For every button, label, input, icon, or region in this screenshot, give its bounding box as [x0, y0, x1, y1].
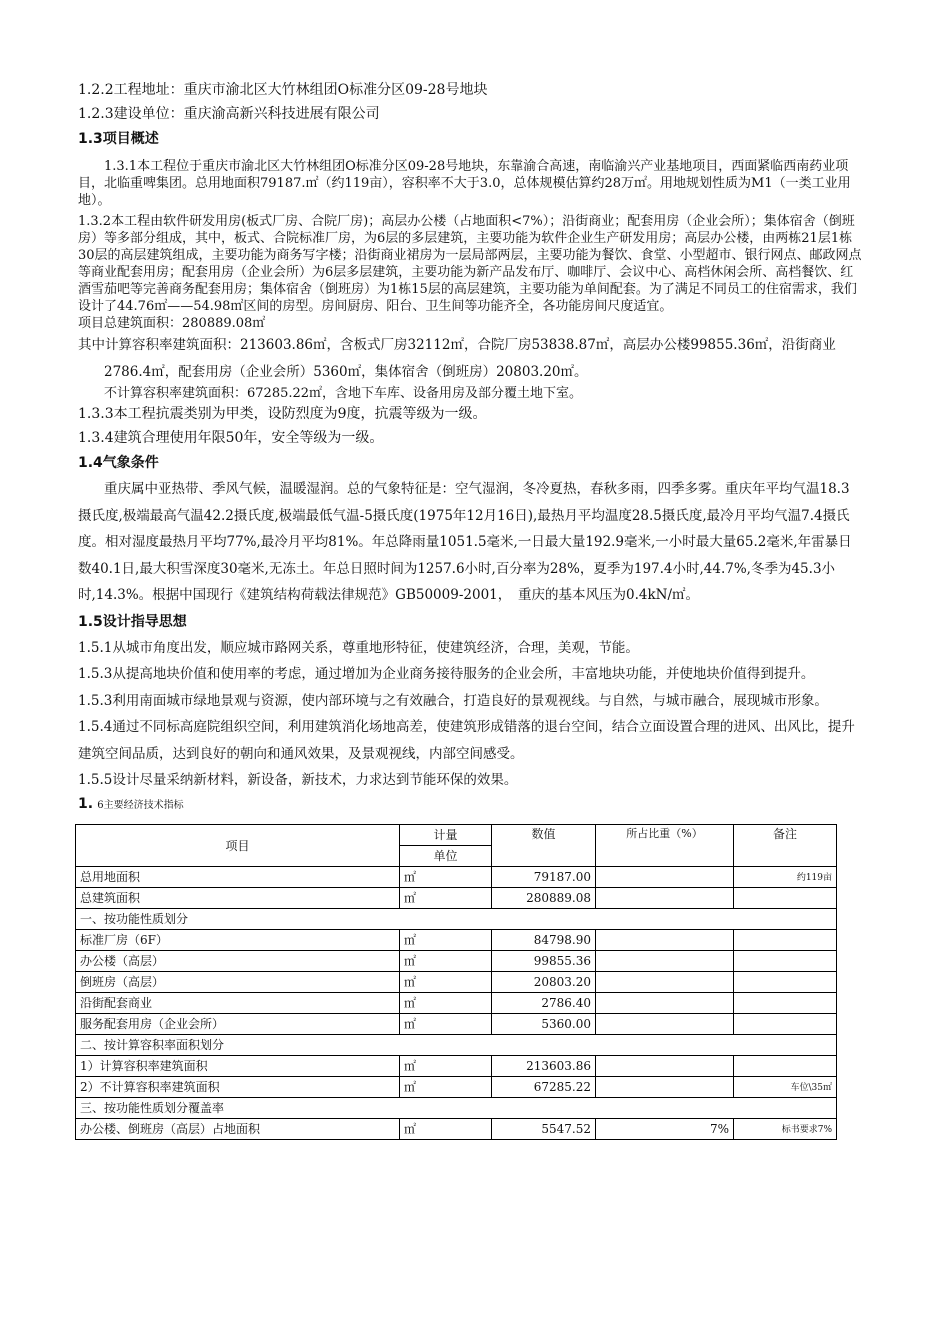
cell-ratio — [596, 971, 734, 992]
design-point-2: 1.5.3从提高地块价值和使用率的考虑，通过增加为企业商务接待服务的企业会所，丰富地块功能，并使地块价值得到提升。 — [78, 666, 815, 682]
section-label: 二、按计算容积率面积划分 — [76, 1034, 837, 1055]
economic-indicator-table — [75, 824, 837, 1140]
cell-unit: ㎡ — [400, 1055, 492, 1076]
cell-unit: ㎡ — [400, 992, 492, 1013]
section-heading-1-3: 1.3项目概述 — [78, 131, 159, 147]
paragraph-1-3-2: 1.3.2本工程由软件研发用房(板式厂房、合院厂房)；高层办公楼（占地面积<7%）；沿街商业；配套用房（企业会所）；集体宿舍（倒班房）等多部分组成，其中，板式、合院标准厂房，为6层的多层建筑，主要功能为软件企业生产研发用房；高层办公楼，由两栋21层1栋30层的高层建筑组成，主要功能为商务写字楼；沿街商业裙房为一层局部两层，主要功能为餐饮、食堂、小型超市、银行网点、邮政网点等商业配套用房；配套用房（企业会所）为6层多层建筑，主要功能为新产品发布厅、咖啡厅、会议中心、高档休闲会所、高档餐饮、红酒雪茄吧等完善商务配套用房；集体宿舍（倒班房）为1栋15层的高层建筑，主要功能为单间配套。为了满足不同员工的住宿需求，我们设计了44.76㎡——54.98㎡区间的房型。房间厨房、阳台、卫生间等功能齐全，各功能房间尺度适宜。 — [78, 214, 862, 314]
cell-note — [734, 1013, 837, 1034]
service-life-line: 1.3.4建筑合理使用年限50年，安全等级为一级。 — [78, 430, 384, 446]
total-area-line: 项目总建筑面积：280889.08㎡ — [78, 316, 266, 331]
far-area-line: 其中计算容积率建筑面积：213603.86㎡，含板式厂房32112㎡，合院厂房53838.87㎡，高层办公楼99855.36㎡，沿街商业2786.4㎡，配套用房（企业会所）5360㎡，集体宿舍（倒班房）20803.20㎡。 — [78, 337, 836, 380]
cell-unit: ㎡ — [400, 1118, 492, 1139]
header-ratio: 所占比重（%） — [596, 824, 734, 866]
cell-ratio — [596, 1076, 734, 1097]
cell-ratio — [596, 950, 734, 971]
cell-item: 办公楼、倒班房（高层）占地面积 — [76, 1118, 400, 1139]
cell-unit: ㎡ — [400, 866, 492, 887]
design-point-1: 1.5.1从城市角度出发，顺应城市路网关系，尊重地形特征，使建筑经济，合理，美观，节能。 — [78, 639, 639, 656]
cell-item: 2）不计算容积率建筑面积 — [76, 1076, 400, 1097]
cell-note — [734, 1055, 837, 1076]
cell-item: 标准厂房（6F） — [76, 929, 400, 950]
table-title — [78, 794, 862, 816]
cell-ratio — [596, 866, 734, 887]
table-header-row — [76, 824, 837, 845]
cell-unit: ㎡ — [400, 929, 492, 950]
cell-note: 车位\35㎡ — [734, 1076, 837, 1097]
section-label: 一、按功能性质划分 — [76, 908, 837, 929]
table-row — [76, 950, 837, 971]
cell-value: 67285.22 — [492, 1076, 596, 1097]
cell-item: 总建筑面积 — [76, 887, 400, 908]
document-page — [78, 78, 862, 1140]
design-point-3: 1.5.3利用南面城市绿地景观与资源，使内部环境与之有效融合，打造良好的景观视线。与自然，与城市融合，展现城市形象。 — [78, 692, 828, 709]
table-row — [76, 992, 837, 1013]
table-section-row — [76, 1034, 837, 1055]
cell-item: 服务配套用房（企业会所） — [76, 1013, 400, 1034]
cell-item: 1）计算容积率建筑面积 — [76, 1055, 400, 1076]
cell-unit: ㎡ — [400, 1076, 492, 1097]
header-unit-2: 单位 — [400, 845, 492, 866]
design-point-4: 1.5.4通过不同标高庭院组织空间，利用建筑消化场地高差，使建筑形成错落的退台空间，结合立面设置合理的进风、出风比，提升建筑空间品质，达到良好的朝向和通风效果，及景观视线，内部空间感受。 — [78, 719, 855, 762]
cell-ratio — [596, 887, 734, 908]
paragraph-1-3-1: 1.3.1本工程位于重庆市渝北区大竹林组团O标准分区09-28号地块，东靠渝合高速，南临渝兴产业基地项目，西面紧临西南药业项目，北临重啤集团。总用地面积79187.㎡（约119亩），容积率不大于3.0，总体规模估算约28万㎡。用地规划性质为M1（一类工业用地）。 — [78, 159, 851, 208]
cell-note: 约119亩 — [734, 866, 837, 887]
cell-unit: ㎡ — [400, 971, 492, 992]
cell-item: 沿街配套商业 — [76, 992, 400, 1013]
cell-unit: ㎡ — [400, 950, 492, 971]
table-section-row — [76, 1097, 837, 1118]
cell-value: 213603.86 — [492, 1055, 596, 1076]
cell-value: 84798.90 — [492, 929, 596, 950]
cell-note — [734, 929, 837, 950]
seismic-line: 1.3.3本工程抗震类别为甲类，设防烈度为9度，抗震等级为一级。 — [78, 406, 487, 422]
cell-ratio — [596, 992, 734, 1013]
cell-ratio — [596, 929, 734, 950]
section-label: 三、按功能性质划分覆盖率 — [76, 1097, 837, 1118]
cell-ratio — [596, 1055, 734, 1076]
table-title-number: 1. — [78, 795, 94, 812]
cell-ratio — [596, 1013, 734, 1034]
cell-note — [734, 950, 837, 971]
cell-ratio: 7% — [596, 1118, 734, 1139]
climate-paragraph: 重庆属中亚热带、季风气候，温暖湿润。总的气象特征是：空气湿润，冬冷夏热，春秋多雨，四季多雾。重庆年平均气温18.3摄氏度,极端最高气温42.2摄氏度,极端最低气温-5摄氏度(1975年12月16日),最热月平均温度28.5摄氏度,最冷月平均气温7.4摄氏度。相对湿度最热月平均77%,最冷月平均81%。年总降雨量1051.5毫米,一日最大量192.9毫米,一小时最大量65.2毫米,年雷暴日数40.1日,最大积雪深度30毫米,无冻土。年总日照时间为1257.6小时,百分率为28%，夏季为197.4小时,44.7%,冬季为45.3小时,14.3%。根据中国现行《建筑结构荷载法律规范》GB50009-2001， 重庆的基本风压为0.4kN/㎡。 — [78, 481, 852, 603]
non-far-area-line: 不计算容积率建筑面积：67285.22㎡，含地下车库、设备用房及部分覆土地下室。 — [104, 386, 583, 401]
cell-item: 倒班房（高层） — [76, 971, 400, 992]
table-row — [76, 866, 837, 887]
table-row — [76, 1076, 837, 1097]
table-row — [76, 1013, 837, 1034]
table-row — [76, 887, 837, 908]
header-unit-1: 计量 — [400, 824, 492, 845]
cell-value: 99855.36 — [492, 950, 596, 971]
cell-value: 5547.52 — [492, 1118, 596, 1139]
table-row — [76, 1055, 837, 1076]
cell-item: 办公楼（高层） — [76, 950, 400, 971]
cell-unit: ㎡ — [400, 1013, 492, 1034]
table-row — [76, 1118, 837, 1139]
table-row — [76, 971, 837, 992]
construction-unit: 1.2.3建设单位：重庆渝高新兴科技进展有限公司 — [78, 106, 380, 122]
cell-value: 2786.40 — [492, 992, 596, 1013]
cell-note — [734, 887, 837, 908]
cell-value: 5360.00 — [492, 1013, 596, 1034]
cell-note — [734, 992, 837, 1013]
section-heading-1-4: 1.4气象条件 — [78, 455, 159, 471]
section-heading-1-5: 1.5设计指导思想 — [78, 613, 187, 630]
cell-value: 20803.20 — [492, 971, 596, 992]
cell-unit: ㎡ — [400, 887, 492, 908]
cell-item: 总用地面积 — [76, 866, 400, 887]
table-section-row — [76, 908, 837, 929]
design-point-5: 1.5.5设计尽量采纳新材料，新设备，新技术，力求达到节能环保的效果。 — [78, 772, 518, 788]
project-address: 1.2.2工程地址：重庆市渝北区大竹林组团O标准分区09-28号地块 — [78, 82, 488, 98]
table-title-text: 6主要经济技术指标 — [97, 799, 184, 811]
cell-value: 79187.00 — [492, 866, 596, 887]
header-note: 备注 — [734, 824, 837, 866]
table-row — [76, 929, 837, 950]
cell-value: 280889.08 — [492, 887, 596, 908]
cell-note — [734, 971, 837, 992]
header-value: 数值 — [492, 824, 596, 866]
cell-note: 标书要求7% — [734, 1118, 837, 1139]
header-item: 项目 — [76, 824, 400, 866]
